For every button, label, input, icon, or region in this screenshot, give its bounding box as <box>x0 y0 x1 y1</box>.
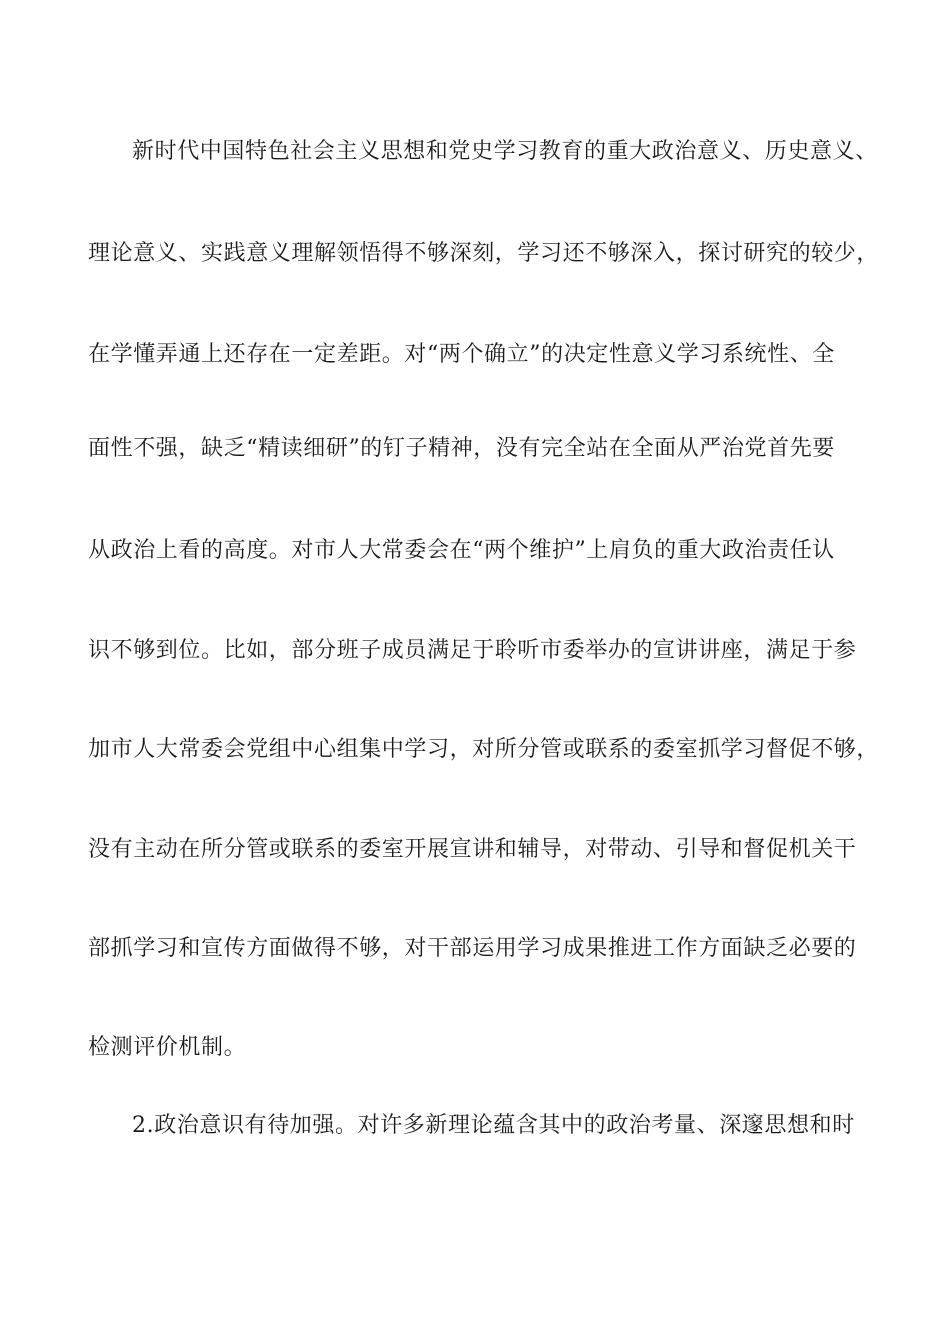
paragraph-line: 检测评价机制。 <box>88 1035 247 1060</box>
section-heading-line: 2.政治意识有待加强。对许多新理论蕴含其中的政治考量、深邃思想和时 <box>132 1113 855 1138</box>
paragraph-line: 从政治上看的高度。对市人大常委会在“两个维护”上肩负的重大政治责任认 <box>88 538 835 563</box>
paragraph-line: 新时代中国特色社会主义思想和党史学习教育的重大政治意义、历史意义、 <box>132 139 878 164</box>
paragraph-line: 理论意义、实践意义理解领悟得不够深刻，学习还不够深入，探讨研究的较少， <box>88 241 880 266</box>
paragraph-line: 加市人大常委会党组中心组集中学习，对所分管或联系的委室抓学习督促不够， <box>88 737 880 762</box>
paragraph-line: 识不够到位。比如，部分班子成员满足于聆听市委举办的宣讲讲座，满足于参 <box>88 638 857 663</box>
paragraph-line: 部抓学习和宣传方面做得不够，对干部运用学习成果推进工作方面缺乏必要的 <box>88 936 857 961</box>
paragraph-line: 在学懂弄通上还存在一定差距。对“两个确立”的决定性意义学习系统性、全 <box>88 342 835 367</box>
paragraph-line: 面性不强，缺乏“精读细研”的钉子精神，没有完全站在全面从严治党首先要 <box>88 436 835 461</box>
paragraph-line: 没有主动在所分管或联系的委室开展宣讲和辅导，对带动、引导和督促机关干 <box>88 837 857 862</box>
